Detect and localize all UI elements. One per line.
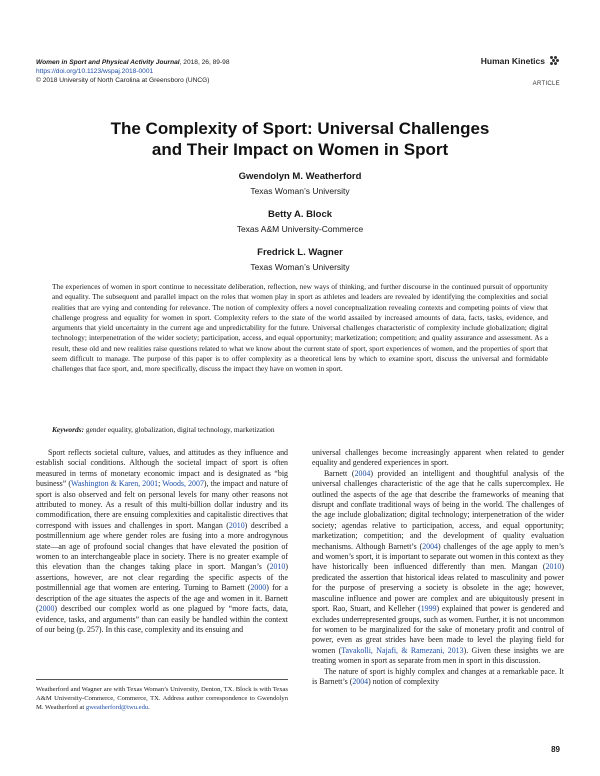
author-name: Betty A. Block [267,209,333,220]
body-paragraph: Barnett (2004) provided an intelligent and thoughtful analysis of the universal challenges characteristic of the age that he calls supercomplex. He outlined the aspects of the age that describe the frameworks of meaning that disrupt and conflate traditional ways of being in the world. The challenges of the age include globalization; digital technology; interpenetration of the wider society; agendas relative to participation, access, and equal opportunity; marketization; competition; and the development of quality evaluation mechanisms. Although Barnett’s (2004) challenges of the age apply to men’s and women’s sport, it is important to separate out women in this context as they have historically been influenced differently than men. Mangan (2010) predicated the assertion that historical ideas related to masculinity and power for the purpose of preserving a society is obsolete in the age; however, masculine influence and power are complex and are ubiquitously present in sport. Rao, Stuart, and Kelleher (1999) explained that power is gendered and excludes underrepresented groups, such as women. Further, it is not uncommon for women to be marginalized for the sake of monetary profit and control of power, even as great strides have been made to level the playing field for women (Tavakolli, Najafi, & Ramezani, 2013). Given these insights we are treating women in sport as separate from men in sport in this discussion. [312,468,564,666]
publisher-name: Human Kinetics [480,56,545,66]
doi-link[interactable]: https://doi.org/10.1123/wspaj.2018-0001 [36,68,154,75]
author-footnote: Weatherford and Wagner are with Texas Woman’s University, Denton, TX. Block is with Texas A&M University-Commerce, Commerce, TX. Address author correspondence to Gwendolyn M. Weatherford at gweatherford@twu.edu. [36,686,288,711]
body-column-right [312,448,564,687]
journal-name: Women in Sport and Physical Activity Journal [36,59,180,66]
author-block [100,171,500,197]
citation-link[interactable]: 1999 [420,604,437,614]
author-block [100,247,500,273]
author-block [100,209,500,235]
citation-link[interactable]: 2010 [545,562,562,572]
article-title [60,118,540,160]
body-paragraph: The nature of sport is highly complex and changes at a remarkable pace. It is Barnett’s (2004) notion of complexity [312,666,564,686]
body-paragraph: universal challenges become increasingly apparent when related to gender equality and gendered experiences in sport. [312,448,564,468]
citation-link[interactable]: 2000 [38,604,55,614]
body-column-left [36,448,288,635]
copyright: © 2018 University of North Carolina at Greensboro (UNCG) [36,77,210,84]
keywords-text: gender equality, globalization, digital technology, marketization [85,425,275,434]
citation-link[interactable]: Tavakolli, Najafi, & Ramezani, 2013 [341,645,464,655]
citation-link[interactable]: 2010 [269,562,286,572]
author-affiliation: Texas A&M University-Commerce [236,224,364,234]
citation-link[interactable]: 2004 [354,468,371,478]
citation-link[interactable]: 2004 [422,541,438,551]
body-paragraph: Sport reflects societal culture, values, and attitudes as they influence and establish social conditions. Although the societal impact of sport is often measured in terms of monetary economic impact and is designated as “big business” (Washington & Karen, 2001; Woods, 2007), the impact and nature of sport is also observed and felt on personal levels for many other reasons not attributed to money. As a result of this multi-billion dollar industry and its commodification, there are ensuing complexities and capitalistic directives that correspond with issues and challenges in sport. Mangan (2010) described a postmillennium age where gender roles are fusing into a more androgynous state—an age of profound social changes that have elevated the position of women to an interchangeable place in society. There is no greater example of this elevation than the changes taking place in sport. Mangan’s (2010) assertions, however, are not clear regarding the specific aspects of the postmillennial age that women are entering. Turning to Barnett (2000) for a description of the age situates the aspects of the age and women in it. Barnett (2000) described our complex world as one plagued by “more facts, data, evidence, tasks, and arguments” than can easily be handled within the context of our being (p. 257). In this case, complexity and its ensuing and [36,448,288,634]
author-email-link[interactable]: gweatherford@twu.edu [85,704,149,711]
abstract: The experiences of women in sport continue to necessitate deliberation, reflection, new ways of thinking, and further discourse in the continued pursuit of opportunity and equality. The subsequent and parallel impact on the roles that women play in sport as athletes and leaders are revealed by identifying the complexities and social realities that are vying and contending for relevance. The notion of complexity offers a novel conceptualization revealing contexts and competing points of view that challenge progress and equality for women in sport. Complexity refers to the state of the world assailed by increased amounts of data, facts, tasks, evidence, and arguments that yield uncertainty in the current age and unpredictability for the future. Universal challenges characteristic of complexity include globalization; digital technology; interpenetration of the wider society; participation, access, and equal opportunity; marketization; competition; and quality assurance and assessment. As a result, these old and new realities raise questions related to what we know about the current state of sport, sport experiences of women, and the properties of sport that seem difficult to manage. The purpose of this paper is to offer complexity as a theoretical lens by which to examine sport, discuss the universal and formidable challenges that face sport, and, more specifically, discuss the impact they have on women in sport. [52,282,548,374]
author-affiliation: Texas Woman’s University [250,262,350,272]
title-line-2: and Their Impact on Women in Sport [151,140,449,159]
keywords [52,425,275,434]
author-affiliation: Texas Woman’s University [250,186,350,196]
citation-link[interactable]: 2004 [352,676,369,686]
publisher-mark-icon [550,56,560,66]
title-line-1: The Complexity of Sport: Universal Challenges [110,119,490,138]
article-type-label: ARTICLE [532,81,560,87]
running-header [36,58,416,85]
page-number: 89 [551,745,560,754]
footnote-divider [36,679,288,680]
author-name: Gwendolyn M. Weatherford [238,171,362,182]
citation-link[interactable]: Woods, 2007 [162,479,204,489]
publisher-logo [481,56,560,66]
citation-link[interactable]: 2010 [228,520,245,530]
keywords-label: Keywords: [52,425,85,434]
author-name: Fredrick L. Wagner [257,247,343,258]
citation-link[interactable]: Washington & Karen, 2001 [71,479,159,489]
citation-link[interactable]: 2000 [250,583,267,593]
journal-citation: , 2018, 26, 89-98 [179,59,230,66]
